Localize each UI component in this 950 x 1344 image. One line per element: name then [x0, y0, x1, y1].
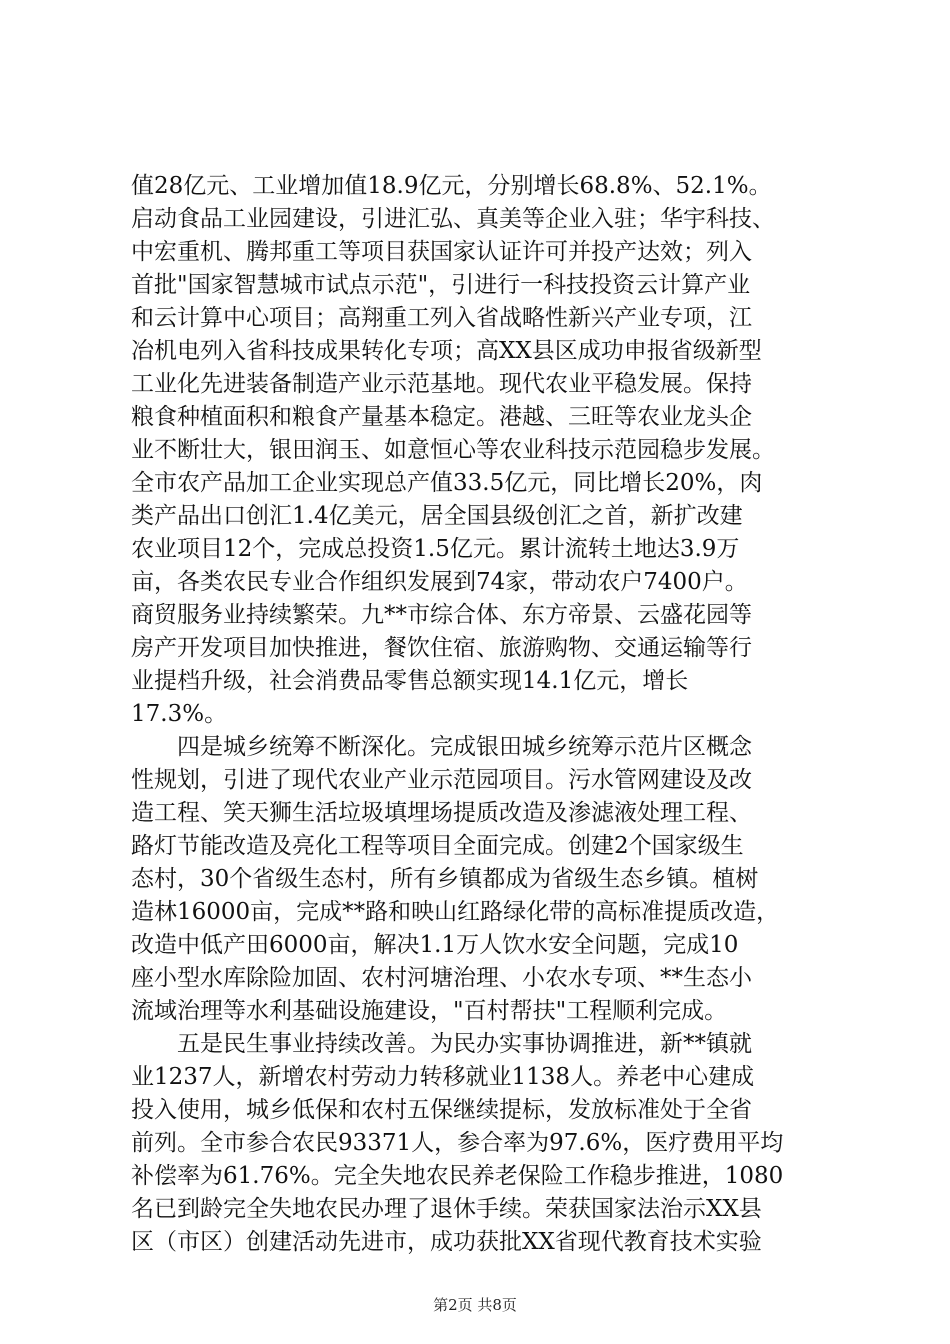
text-line: 商贸服务业持续繁荣。九**市综合体、东方帝景、云盛花园等	[131, 602, 752, 628]
text-line: 工业化先进装备制造产业示范基地。现代农业平稳发展。保持	[131, 371, 752, 397]
page-number-footer: 第2页 共8页	[433, 1296, 517, 1314]
text-line: 改造中低产田6000亩，解决1.1万人饮水安全问题，完成10	[131, 932, 739, 958]
text-line: 态村，30个省级生态村，所有乡镇都成为省级生态乡镇。植树	[131, 866, 759, 892]
text-line: 名已到龄完全失地农民办理了退休手续。荣获国家法治示XX县	[131, 1196, 762, 1222]
text-line: 业1237人，新增农村劳动力转移就业1138人。养老中心建成	[131, 1064, 755, 1090]
text-line: 值28亿元、工业增加值18.9亿元，分别增长68.8%、52.1%。	[131, 173, 772, 199]
text-line: 房产开发项目加快推进，餐饮住宿、旅游购物、交通运输等行	[131, 635, 752, 661]
text-line: 投入使用，城乡低保和农村五保继续提标，发放标准处于全省	[131, 1097, 752, 1123]
text-line: 区（市区）创建活动先进市，成功获批XX省现代教育技术实验	[131, 1229, 762, 1255]
text-line: 路灯节能改造及亮化工程等项目全面完成。创建2个国家级生	[131, 833, 744, 859]
text-line: 全市农产品加工企业实现总产值33.5亿元，同比增长20%，肉	[131, 470, 763, 496]
text-line: 造工程、笑天狮生活垃圾填埋场提质改造及渗滤液处理工程、	[131, 800, 752, 826]
text-line: 亩，各类农民专业合作组织发展到74家，带动农户7400户。	[131, 569, 748, 595]
paragraph-start-line: 五是民生事业持续改善。为民办实事协调推进，新**镇就	[177, 1031, 752, 1057]
text-line: 流域治理等水利基础设施建设，"百村帮扶"工程顺利完成。	[131, 998, 728, 1024]
text-line: 类产品出口创汇1.4亿美元，居全国县级创汇之首，新扩改建	[131, 503, 743, 529]
text-line: 农业项目12个，完成总投资1.5亿元。累计流转土地达3.9万	[131, 536, 740, 562]
text-line: 业不断壮大，银田润玉、如意恒心等农业科技示范园稳步发展。	[131, 437, 775, 463]
text-line: 业提档升级，社会消费品零售总额实现14.1亿元，增长	[131, 668, 689, 694]
text-line: 粮食种植面积和粮食产量基本稳定。港越、三旺等农业龙头企	[131, 404, 752, 430]
text-line: 和云计算中心项目；高翔重工列入省战略性新兴产业专项，江	[131, 305, 752, 331]
text-line: 造林16000亩，完成**路和映山红路绿化带的高标准提质改造，	[131, 899, 780, 925]
text-line: 座小型水库除险加固、农村河塘治理、小农水专项、**生态小	[131, 965, 752, 991]
text-line: 前列。全市参合农民93371人，参合率为97.6%，医疗费用平均	[131, 1130, 784, 1156]
text-line: 中宏重机、腾邦重工等项目获国家认证许可并投产达效；列入	[131, 239, 752, 265]
document-body	[131, 170, 831, 1259]
text-line: 冶机电列入省科技成果转化专项；高XX县区成功申报省级新型	[131, 338, 762, 364]
text-line: 首批"国家智慧城市试点示范"，引进行一科技投资云计算产业	[131, 272, 751, 298]
text-line: 17.3%。	[131, 701, 228, 727]
paragraph-start-line: 四是城乡统筹不断深化。完成银田城乡统筹示范片区概念	[177, 734, 752, 760]
text-line: 启动食品工业园建设，引进汇弘、真美等企业入驻；华宇科技、	[131, 206, 775, 232]
text-line: 补偿率为61.76%。完全失地农民养老保险工作稳步推进，1080	[131, 1163, 784, 1189]
text-line: 性规划，引进了现代农业产业示范园项目。污水管网建设及改	[131, 767, 752, 793]
